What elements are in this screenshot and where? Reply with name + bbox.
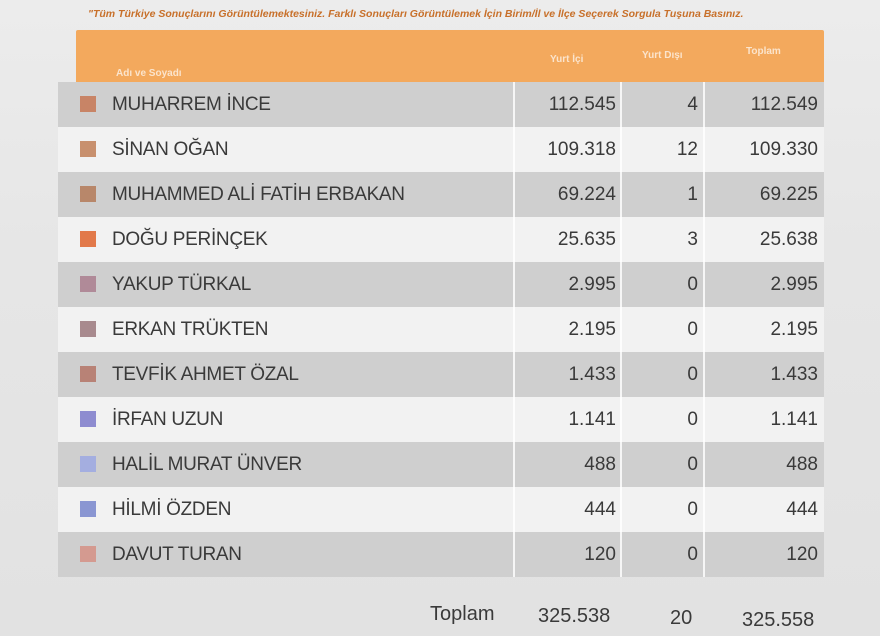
column-divider [703, 82, 705, 127]
column-divider [703, 127, 705, 172]
results-table [58, 82, 824, 577]
abroad-votes: 0 [687, 454, 698, 475]
abroad-votes: 3 [687, 229, 698, 250]
header-abroad: Yurt Dışı [642, 50, 683, 61]
column-divider [703, 217, 705, 262]
abroad-votes: 0 [687, 274, 698, 295]
domestic-votes: 109.318 [547, 139, 616, 160]
candidate-name: MUHARREM İNCE [112, 94, 271, 115]
candidate-name: HALİL MURAT ÜNVER [112, 454, 302, 475]
column-divider [703, 442, 705, 487]
column-divider [620, 307, 622, 352]
column-divider [703, 487, 705, 532]
candidate-name: SİNAN OĞAN [112, 139, 229, 160]
candidate-name: İRFAN UZUN [112, 409, 224, 430]
domestic-votes: 1.141 [568, 409, 616, 430]
candidate-color-swatch [80, 501, 96, 517]
candidate-color-swatch [80, 96, 96, 112]
total-votes: 1.141 [770, 409, 818, 430]
results-notice: "Tüm Türkiye Sonuçlarını Görüntülemektesiniz. Farklı Sonuçları Görüntülemek İçin Birim/İl ve İlçe Seçerek Sorgula Tuşuna Basınız. [88, 8, 744, 20]
column-divider [703, 397, 705, 442]
total-votes: 112.549 [750, 94, 818, 115]
total-votes: 1.433 [770, 364, 818, 385]
candidate-color-swatch [80, 546, 96, 562]
column-divider [620, 532, 622, 577]
domestic-votes: 2.195 [568, 319, 616, 340]
column-divider [620, 352, 622, 397]
candidate-name: TEVFİK AHMET ÖZAL [112, 364, 299, 385]
column-divider [703, 307, 705, 352]
abroad-votes: 12 [676, 139, 698, 160]
total-votes: 2.995 [770, 274, 818, 295]
candidate-color-swatch [80, 276, 96, 292]
candidate-color-swatch [80, 366, 96, 382]
domestic-votes: 112.545 [548, 94, 616, 115]
candidate-color-swatch [80, 411, 96, 427]
table-row [58, 532, 824, 577]
total-votes: 69.225 [759, 184, 818, 205]
candidate-name: DOĞU PERİNÇEK [112, 229, 268, 250]
totals-label: Toplam [430, 603, 495, 625]
candidate-name: ERKAN TRÜKTEN [112, 319, 269, 340]
candidate-color-swatch [80, 321, 96, 337]
abroad-votes: 0 [687, 499, 698, 520]
column-divider [703, 532, 705, 577]
total-votes: 109.330 [749, 139, 818, 160]
abroad-votes: 1 [687, 184, 698, 205]
totals-domestic: 325.538 [538, 605, 611, 627]
total-votes: 120 [786, 544, 818, 565]
column-divider [620, 172, 622, 217]
column-divider [620, 442, 622, 487]
domestic-votes: 2.995 [568, 274, 616, 295]
total-votes: 488 [786, 454, 818, 475]
totals-row [58, 597, 824, 636]
abroad-votes: 0 [687, 544, 698, 565]
total-votes: 444 [786, 499, 818, 520]
column-divider [620, 217, 622, 262]
total-votes: 2.195 [770, 319, 818, 340]
domestic-votes: 488 [584, 454, 616, 475]
domestic-votes: 120 [584, 544, 616, 565]
column-divider [703, 172, 705, 217]
table-row [58, 127, 824, 172]
candidate-name: YAKUP TÜRKAL [112, 274, 251, 295]
table-row [58, 82, 824, 127]
abroad-votes: 0 [687, 364, 698, 385]
column-divider [620, 262, 622, 307]
column-divider [703, 262, 705, 307]
candidate-color-swatch [80, 141, 96, 157]
table-row [58, 397, 824, 442]
table-row [58, 262, 824, 307]
column-divider [620, 397, 622, 442]
candidate-name: MUHAMMED ALİ FATİH ERBAKAN [112, 184, 405, 205]
header-name: Adı ve Soyadı [116, 68, 182, 79]
candidate-color-swatch [80, 456, 96, 472]
candidate-name: HİLMİ ÖZDEN [112, 499, 232, 520]
candidate-color-swatch [80, 231, 96, 247]
table-row [58, 307, 824, 352]
totals-total: 325.558 [742, 609, 815, 631]
table-row [58, 352, 824, 397]
abroad-votes: 4 [687, 94, 698, 115]
column-divider [620, 487, 622, 532]
header-domestic: Yurt İçi [550, 54, 584, 65]
column-divider [703, 352, 705, 397]
totals-abroad: 20 [670, 607, 693, 629]
abroad-votes: 0 [687, 409, 698, 430]
column-divider [620, 82, 622, 127]
domestic-votes: 25.635 [557, 229, 616, 250]
abroad-votes: 0 [687, 319, 698, 340]
table-row [58, 487, 824, 532]
column-divider [620, 127, 622, 172]
candidate-name: DAVUT TURAN [112, 544, 242, 565]
table-row [58, 217, 824, 262]
candidate-color-swatch [80, 186, 96, 202]
total-votes: 25.638 [759, 229, 818, 250]
header-total: Toplam [746, 46, 781, 57]
domestic-votes: 1.433 [568, 364, 616, 385]
domestic-votes: 444 [584, 499, 616, 520]
domestic-votes: 69.224 [557, 184, 616, 205]
table-row [58, 172, 824, 217]
table-row [58, 442, 824, 487]
